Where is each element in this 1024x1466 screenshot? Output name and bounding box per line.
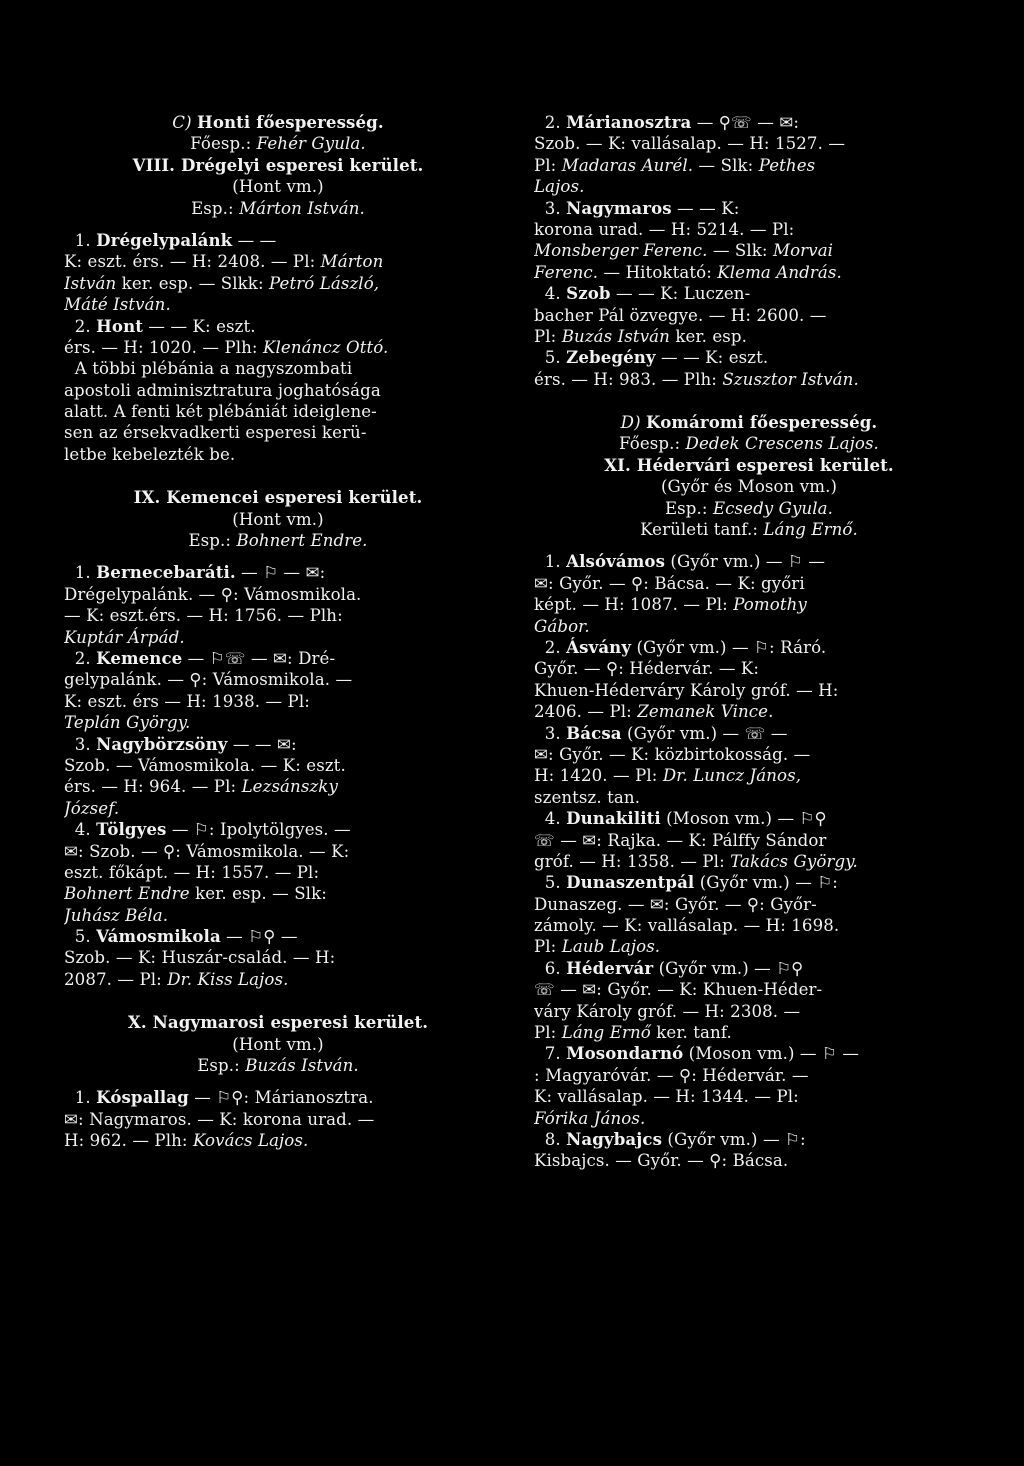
text-line: 2. Ásvány (Győr vm.) — ⚐: Ráró. (534, 636, 827, 657)
text-line: Bohnert Endre ker. esp. — Slk: (64, 884, 327, 904)
text-line: Dunaszeg. — ✉: Győr. — ⚲: Győr- (534, 894, 817, 914)
text-line: érs. — H: 964. — Pl: Lezsánszky (64, 777, 338, 797)
text-line: zámoly. — K: vallásalap. — H: 1698. (534, 916, 840, 936)
text-line: gelypalánk. — ⚲: Vámosmikola. — (64, 670, 353, 690)
text-line: érs. — H: 1020. — Plh: Klenáncz Ottó. (64, 337, 389, 357)
text-line: K: eszt. érs — H: 1938. — Pl: (64, 691, 310, 711)
text-line: Pl: Láng Ernő ker. tanf. (534, 1023, 732, 1043)
section-heading-line: Esp.: Buzás István. (197, 1056, 359, 1076)
text-line: Szob. — K: Huszár-család. — H: (64, 948, 336, 968)
text-line: bacher Pál özvegye. — H: 2600. — (534, 305, 827, 325)
text-line: ✉: Szob. — ⚲: Vámosmikola. — K: (64, 841, 350, 861)
text-line: — K: eszt.érs. — H: 1756. — Plh: (64, 606, 343, 626)
text-line: Juhász Béla. (64, 905, 169, 925)
section-heading-line: Főesp.: Dedek Crescens Lajos. (619, 434, 879, 454)
section-heading-line: (Hont vm.) (232, 177, 324, 197)
text-line: képt. — H: 1087. — Pl: Pomothy (534, 595, 807, 615)
section-heading-line: VIII. Drégelyi esperesi kerület. (132, 154, 424, 175)
text-line: K: eszt. érs. — H: 2408. — Pl: Márton (64, 252, 384, 272)
text-line: váry Károly gróf. — H: 2308. — (534, 1001, 801, 1021)
text-line: eszt. főkápt. — H: 1557. — Pl: (64, 862, 320, 882)
section-heading-line: Kerületi tanf.: Láng Ernő. (640, 520, 858, 540)
text-line: sen az érsekvadkerti esperesi kerü- (64, 423, 367, 443)
spacer (64, 990, 492, 1012)
text-line: 3. Bácsa (Győr vm.) — ☏ — (534, 722, 788, 743)
section-heading-line: (Hont vm.) (232, 509, 324, 529)
right-column (534, 112, 964, 1172)
text-line: alatt. A fenti két plébániát ideiglene- (64, 402, 377, 422)
text-line: Pl: Laub Lajos. (534, 937, 661, 957)
text-line: Fórika János. (534, 1108, 646, 1128)
text-line: Gábor. (534, 616, 590, 636)
text-line: 5. Dunaszentpál (Győr vm.) — ⚐: (534, 872, 838, 893)
text-line: 2. Kemence — ⚐☏ — ✉: Dré- (64, 647, 336, 668)
text-line: 6. Hédervár (Győr vm.) — ⚐⚲ (534, 957, 804, 978)
spacer (534, 390, 964, 412)
text-line: Kisbajcs. — Győr. — ⚲: Bácsa. (534, 1151, 789, 1171)
spacer (64, 551, 492, 562)
text-line: Máté István. (64, 295, 171, 315)
text-line: 2087. — Pl: Dr. Kiss Lajos. (64, 969, 289, 989)
text-line: Drégelypalánk. — ⚲: Vámosmikola. (64, 584, 362, 604)
text-line: ☏ — ✉: Rajka. — K: Pálffy Sándor (534, 830, 827, 850)
text-line: 1. Alsóvámos (Győr vm.) — ⚐ — (534, 551, 826, 572)
text-line: István ker. esp. — Slkk: Petró László, (64, 273, 380, 293)
section-heading-line: D) Komáromi főesperesség. (620, 412, 878, 433)
text-line: ✉: Nagymaros. — K: korona urad. — (64, 1109, 375, 1129)
section-heading-line: Esp.: Ecsedy Gyula. (664, 498, 834, 518)
text-line: korona urad. — H: 5214. — Pl: (534, 219, 795, 239)
text-line: Lajos. (534, 177, 585, 197)
section-heading-line: (Győr és Moson vm.) (660, 477, 838, 497)
text-line: apostoli adminisztratura joghatósága (64, 380, 381, 400)
text-line: : Magyaróvár. — ⚲: Hédervár. — (534, 1065, 809, 1085)
text-line: Szob. — K: vallásalap. — H: 1527. — (534, 134, 846, 154)
text-line: 4. Szob — — K: Luczen- (534, 283, 751, 304)
left-column (64, 112, 492, 1152)
section-heading-line: IX. Kemencei esperesi kerület. (133, 487, 423, 508)
text-line: 3. Nagybörzsöny — — ✉: (64, 733, 297, 754)
text-line: 2406. — Pl: Zemanek Vince. (534, 702, 774, 722)
text-line: K: vallásalap. — H: 1344. — Pl: (534, 1087, 799, 1107)
text-line: József. (64, 798, 120, 818)
section-heading-line: C) Honti főesperesség. (172, 112, 384, 132)
text-line: 1. Kóspallag — ⚐⚲: Márianosztra. (64, 1087, 374, 1108)
section-heading-line: Esp.: Bohnert Endre. (188, 531, 368, 551)
spacer (64, 1076, 492, 1087)
text-line: Ferenc. — Hitoktató: Klema András. (534, 262, 842, 282)
text-line: Pl: Madaras Aurél. — Slk: Pethes (534, 155, 816, 175)
section-heading-line: (Hont vm.) (232, 1034, 324, 1054)
text-line: gróf. — H: 1358. — Pl: Takács György. (534, 851, 858, 871)
text-line: 1. Drégelypalánk — — (64, 229, 277, 250)
section-heading-line: Esp.: Márton István. (191, 198, 365, 218)
section-heading-line: XI. Hédervári esperesi kerület. (604, 454, 894, 475)
text-line: 8. Nagybajcs (Győr vm.) — ⚐: (534, 1128, 806, 1149)
text-line: Pl: Buzás István ker. esp. (534, 326, 747, 346)
text-line: 7. Mosondarnó (Moson vm.) — ⚐ — (534, 1043, 860, 1064)
text-line: Teplán György. (64, 713, 191, 733)
text-line: 5. Vámosmikola — ⚐⚲ — (64, 926, 298, 947)
text-line: A többi plébánia a nagyszombati (64, 359, 353, 379)
text-line: 3. Nagymaros — — K: (534, 197, 740, 218)
text-line: érs. — H: 983. — Plh: Szusztor István. (534, 369, 859, 389)
text-line: Győr. — ⚲: Hédervár. — K: (534, 659, 760, 679)
spacer (64, 465, 492, 487)
section-heading-line: X. Nagymarosi esperesi kerület. (127, 1012, 429, 1033)
text-line: 5. Zebegény — — K: eszt. (534, 347, 769, 368)
text-line: szentsz. tan. (534, 787, 641, 807)
text-line: ☏ — ✉: Győr. — K: Khuen-Héder- (534, 980, 823, 1000)
text-line: 2. Márianosztra — ⚲☏ — ✉: (534, 112, 800, 132)
text-line: 2. Hont — — K: eszt. (64, 315, 256, 336)
text-line: Monsberger Ferenc. — Slk: Morvai (534, 241, 834, 261)
text-line: 4. Dunakiliti (Moson vm.) — ⚐⚲ (534, 808, 827, 829)
text-line: Kuptár Árpád. (64, 627, 185, 647)
text-line: ✉: Győr. — K: közbirtokosság. — (534, 744, 811, 764)
spacer (534, 540, 964, 551)
spacer (64, 219, 492, 230)
text-line: 1. Bernecebaráti. — ⚐ — ✉: (64, 562, 326, 583)
text-line: ✉: Győr. — ⚲: Bácsa. — K: győri (534, 573, 805, 593)
text-line: H: 962. — Plh: Kovács Lajos. (64, 1131, 309, 1151)
text-line: Khuen-Héderváry Károly gróf. — H: (534, 680, 839, 700)
text-line: letbe kebelezték be. (64, 444, 236, 464)
section-heading-line: Főesp.: Fehér Gyula. (190, 134, 366, 154)
text-line: 4. Tölgyes — ⚐: Ipolytölgyes. — (64, 819, 351, 840)
text-line: Szob. — Vámosmikola. — K: eszt. (64, 755, 346, 775)
text-line: H: 1420. — Pl: Dr. Luncz János, (534, 766, 802, 786)
